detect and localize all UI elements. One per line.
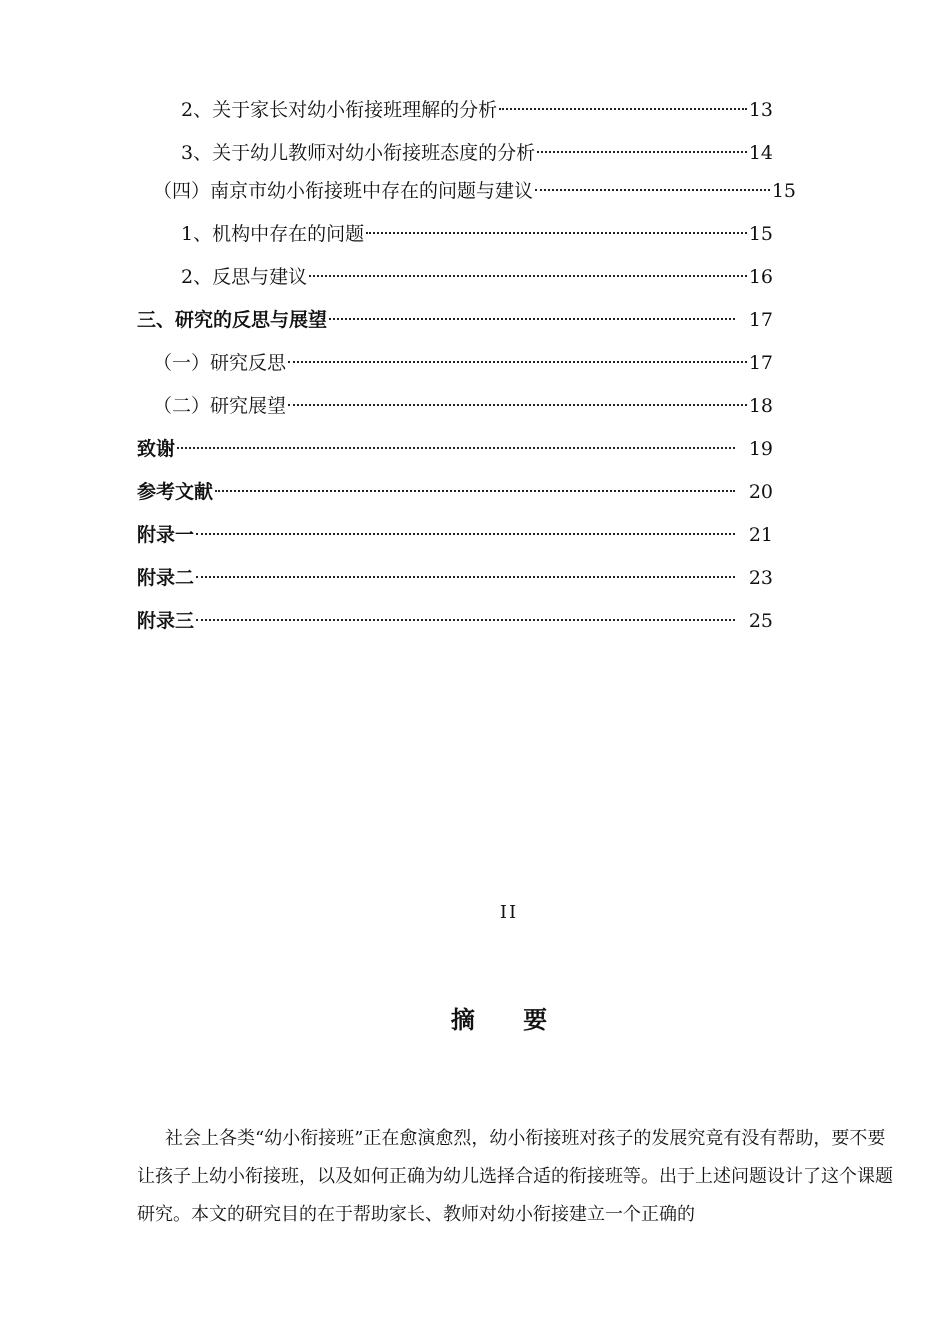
- toc-entry[interactable]: [153, 345, 773, 375]
- toc-leader-dots: [288, 345, 747, 369]
- toc-entry[interactable]: [153, 388, 773, 418]
- toc-leader-dots: [535, 173, 770, 197]
- toc-entry-text: 三、研究的反思与展望: [137, 309, 328, 331]
- toc-entry-text: 附录二: [137, 567, 195, 589]
- toc-entry-text: （一）研究反思: [153, 352, 287, 374]
- toc-leader-dots: [309, 259, 747, 283]
- toc-leader-dots: [215, 474, 735, 498]
- toc-entry-page: 13: [748, 99, 773, 121]
- toc-entry-text: 2、关于家长对幼小衔接班理解的分析: [181, 99, 498, 121]
- toc-entry[interactable]: [181, 92, 773, 122]
- toc-entry-text: （二）研究展望: [153, 395, 287, 417]
- toc-entry-text: （四）南京市幼小衔接班中存在的问题与建议: [153, 180, 534, 202]
- toc-entry-text: 2、反思与建议: [181, 266, 308, 288]
- toc-leader-dots: [196, 560, 735, 584]
- toc-entry-page: 14: [748, 142, 773, 164]
- toc-entry-text: 附录一: [137, 524, 195, 546]
- toc-entry-page: 21: [748, 524, 773, 546]
- toc-entry-text: 致谢: [137, 438, 176, 460]
- toc-entry[interactable]: [137, 302, 773, 332]
- abstract-body: [137, 1120, 893, 1234]
- abstract-paragraph: 社会上各类“幼小衔接班”正在愈演愈烈，幼小衔接班对孩子的发展究竟有没有帮助，要不要让孩子上幼小衔接班，以及如何正确为幼儿选择合适的衔接班等。出于上述问题设计了这个课题研究。本文的研究目的在于帮助家长、教师对幼小衔接建立一个正确的: [137, 1128, 893, 1225]
- toc-entry[interactable]: [137, 603, 773, 633]
- toc-entry[interactable]: [137, 560, 773, 590]
- toc-entry-text: 参考文献: [137, 481, 214, 503]
- toc-entry-text: 3、关于幼儿教师对幼小衔接班态度的分析: [181, 142, 536, 164]
- toc-entry-page: 25: [748, 610, 773, 632]
- toc-entry-page: 20: [748, 481, 773, 503]
- toc-leader-dots: [196, 603, 735, 627]
- toc-entry-page: 18: [748, 395, 773, 417]
- toc-leader-dots: [288, 388, 747, 412]
- toc-entry-page: 17: [748, 352, 773, 374]
- toc-entry-text: 1、机构中存在的问题: [181, 223, 365, 245]
- toc-leader-dots: [537, 135, 747, 159]
- toc-entry-page: 15: [771, 180, 796, 202]
- toc-entry-page: 16: [748, 266, 773, 288]
- toc-leader-dots: [366, 216, 747, 240]
- abstract-title: 摘 要: [450, 1006, 568, 1034]
- toc-entry-page: 17: [748, 309, 773, 331]
- toc-leader-dots: [499, 92, 747, 116]
- toc-entry[interactable]: [137, 517, 773, 547]
- toc-entry-page: 19: [748, 438, 773, 460]
- toc-entry[interactable]: [137, 474, 773, 504]
- toc-leader-dots: [196, 517, 735, 541]
- toc-entry[interactable]: [181, 216, 773, 246]
- toc-leader-dots: [177, 431, 735, 455]
- toc-entry[interactable]: [153, 173, 796, 203]
- toc-leader-dots: [329, 302, 735, 326]
- toc-entry[interactable]: [137, 431, 773, 461]
- toc-entry-page: 15: [748, 223, 773, 245]
- page-number: II: [499, 902, 519, 923]
- toc-entry[interactable]: [181, 135, 773, 165]
- toc-entry-page: 23: [748, 567, 773, 589]
- toc-entry[interactable]: [181, 259, 773, 289]
- toc-entry-text: 附录三: [137, 610, 195, 632]
